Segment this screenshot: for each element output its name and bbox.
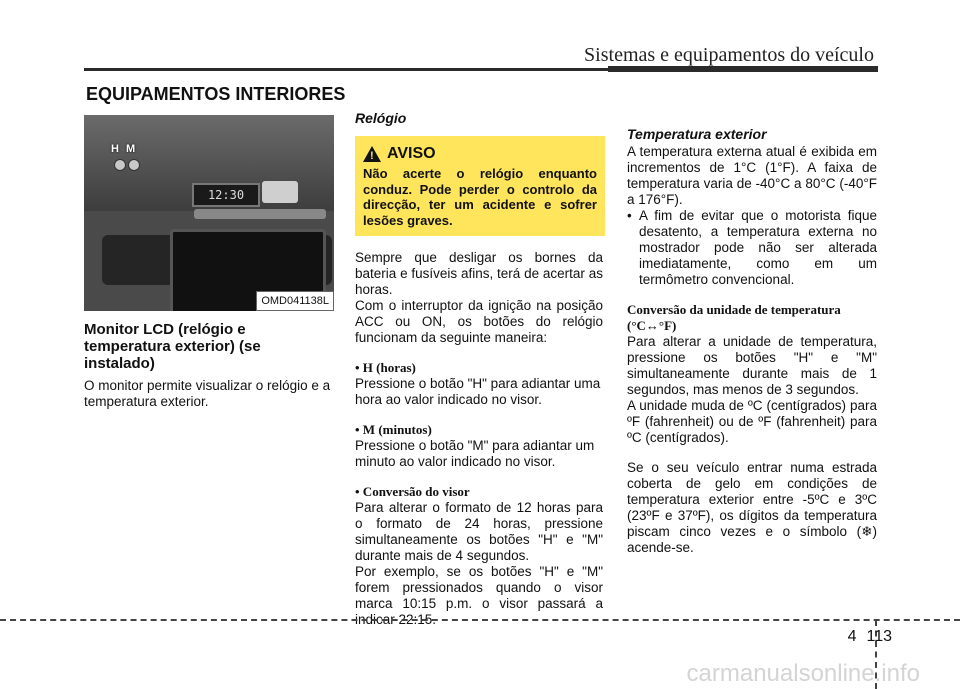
lcd-subhead: Monitor LCD (relógio e temperatura exterior) (se instalado) [84,321,261,372]
column-1 [84,115,334,410]
warning-box [355,136,605,236]
warning-text: Não acerte o relógio enquanto conduz. Pode perder o controlo da direcção, ter um acidente e sofrer lesões graves. [363,166,597,228]
outside-temp-para: A temperatura externa atual é exibida em incrementos de 1°C (1°F). A faixa de temperatura varia de -40°C a 80°C (-40°F a 176°F). [627,144,877,207]
unit-conversion-title: Conversão da unidade de temperatura (°C↔°F) [627,302,841,333]
lcd-description: O monitor permite visualizar o relógio e a temperatura exterior. [84,378,331,409]
ice-warning-para: Se o seu veículo entrar numa estrada coberta de gelo em condições de temperatura exterior entre -5ºC e 3ºC (23ºF e 37ºF), os dígitos da temperatura piscam cinco vezes e o símbolo (❄) acende-se. [627,460,877,555]
hours-text: Pressione o botão "H" para adiantar uma hora ao valor indicado no visor. [355,376,601,407]
photo-label-m: M [126,143,136,155]
section-heading: EQUIPAMENTOS INTERIORES [86,84,346,104]
running-header: Sistemas e equipamentos do veículo [584,44,874,66]
m-button-knob [128,159,140,171]
outside-temp-bullet-text: A fim de evitar que o motorista fique desatento, a temperatura externa no mostrador pode não ser alterada imediatamente, como em um termômetro convencional. [639,208,877,287]
photo-cd-slot [194,209,326,219]
footer-rule [0,619,960,621]
photo-lcd-clock: 12:30 [192,183,260,207]
clock-heading: Relógio [355,110,407,126]
page-number-value: 113 [866,628,892,645]
column-2 [355,110,603,628]
warning-title-text: AVISO [387,145,436,163]
photo-caption: OMD041138L [256,291,334,311]
conversion-text-2: Por exemplo, se os botões "H" e "M" forem pressionados quando o visor marca 10:15 p.m. o visor passará a indicar 22:15. [355,564,603,627]
unit-conversion-para-1: Para alterar a unidade de temperatura, pressione os botões "H" e "M" simultaneamente durante mais de 1 segundos, mas menos de 3 segundos. [627,334,877,397]
warning-icon: ! [363,146,381,162]
outside-temp-heading: Temperatura exterior [627,126,767,142]
h-button-knob [114,159,126,171]
minutes-text: Pressione o botão "M" para adiantar um minuto ao valor indicado no visor. [355,438,595,469]
header-rule-accent [608,66,878,72]
minutes-title: • M (minutos) [355,422,432,437]
conversion-title: • Conversão do visor [355,484,470,499]
page-number [848,628,892,646]
column-3 [627,126,877,556]
clock-para-2: Com o interruptor da ignição na posição ACC ou ON, os botões do relógio funcionam da seguinte maneira: [355,298,603,345]
conversion-text-1: Para alterar o formato de 12 horas para o formato de 24 horas, pressione simultaneamente os botões "H" e "M" durante mais de 4 segundos. [355,500,603,563]
outside-temp-bullet: • A fim de evitar que o motorista fique desatento, a temperatura externa no mostrador pode não ser alterada imediatamente, como em um termômetro convencional. [627,208,877,287]
clock-para-1: Sempre que desligar os bornes da bateria e fusíveis afins, terá de acertar as horas. [355,250,603,297]
hours-title: • H (horas) [355,360,416,375]
warning-title [363,146,597,162]
photo-outside-temp [262,181,298,203]
snowflake-icon: ❄ [861,524,873,539]
unit-conversion-para-2: A unidade muda de ºC (centígrados) para ºF (fahrenheit) ou de ºF (fahrenheit) para ºC (centígrados). [627,398,877,445]
photo-label-h: H [111,143,119,155]
watermark: carmanualsonline.info [686,660,920,687]
chapter-number: 4 [847,628,857,645]
dashboard-photo [84,115,334,311]
